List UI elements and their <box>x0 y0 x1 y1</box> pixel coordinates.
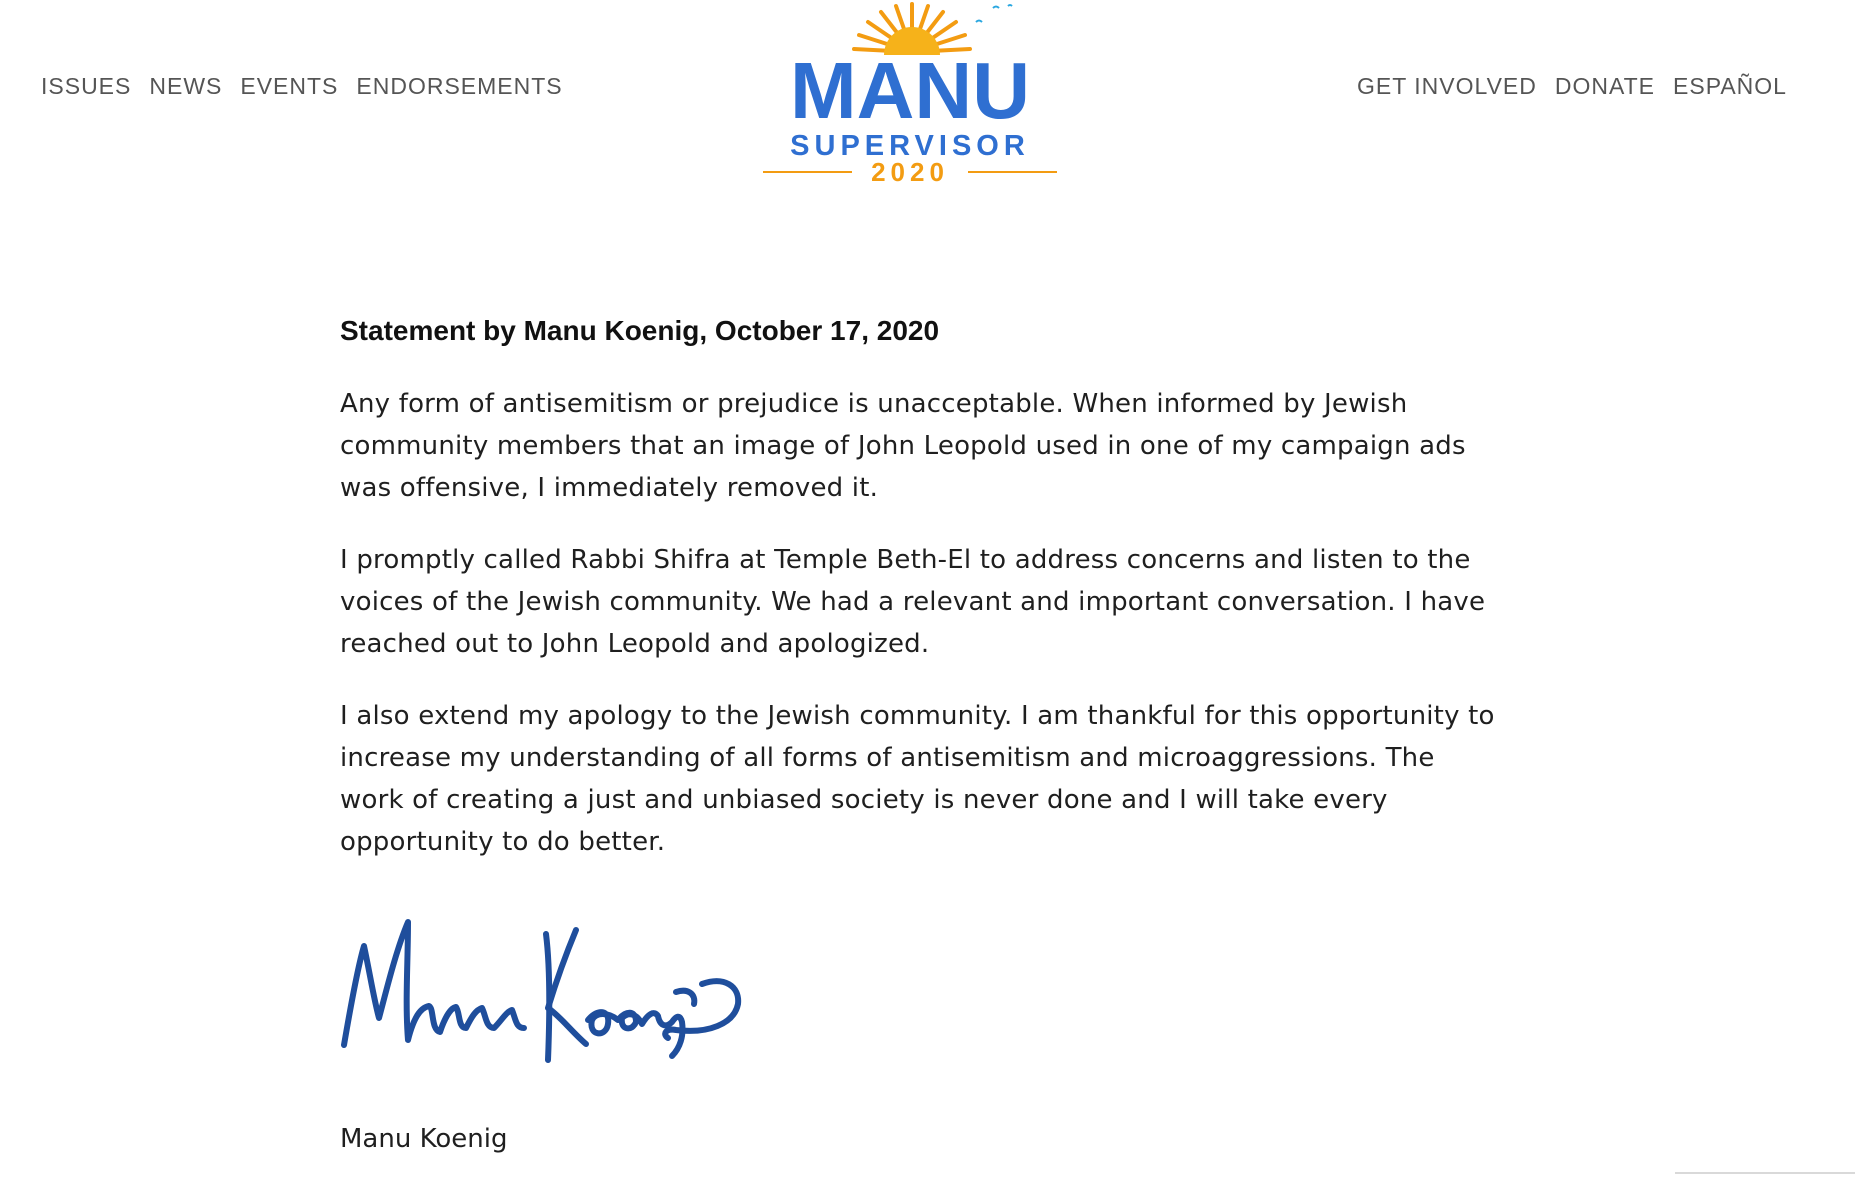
signer-name: Manu Koenig <box>340 1124 508 1154</box>
nav-link-donate[interactable]: DONATE <box>1554 73 1656 99</box>
signature-image <box>336 912 756 1082</box>
statement-paragraph-3: I also extend my apology to the Jewish community. I am thankful for this opportunity to increase my understanding of all forms of antisemitism and microaggressions. The work of creating a just and unbiased society is never done and I will take every opportunity to do better. <box>340 701 1495 857</box>
nav-item-espanol <box>1673 73 1787 100</box>
corner-divider <box>1675 1172 1855 1174</box>
campaign-logo-graphic <box>760 0 1060 190</box>
campaign-logo[interactable] <box>760 0 1060 190</box>
nav-right <box>1357 73 1787 100</box>
nav-link-endorsements[interactable]: ENDORSEMENTS <box>356 73 563 99</box>
statement-paragraph-2: I promptly called Rabbi Shifra at Temple Beth-El to address concerns and listen to the voices of the Jewish community. We had a relevant and important conversation. I have reached out to John Leopold and apologized. <box>340 545 1486 659</box>
nav-link-news[interactable]: NEWS <box>149 73 223 99</box>
logo-office: SUPERVISOR <box>790 130 1030 162</box>
nav-item-news <box>149 73 222 100</box>
nav-link-issues[interactable]: ISSUES <box>41 73 132 99</box>
site-header <box>0 0 1855 200</box>
nav-link-get-involved[interactable]: GET INVOLVED <box>1357 73 1537 99</box>
nav-link-events[interactable]: EVENTS <box>240 73 339 99</box>
statement-paragraph-1: Any form of antisemitism or prejudice is unacceptable. When informed by Jewish community members that an image of John Leopold used in one of my campaign ads was offensive, I immediately removed it. <box>340 389 1466 503</box>
nav-item-issues <box>41 73 131 100</box>
nav-item-get-involved <box>1357 73 1537 100</box>
bird-icons <box>976 5 1012 22</box>
logo-year: 2020 <box>871 157 949 187</box>
signature-graphic <box>336 912 756 1082</box>
nav-item-events <box>240 73 338 100</box>
statement-content <box>340 315 1500 893</box>
statement-title: Statement by Manu Koenig, October 17, 2020 <box>340 315 940 346</box>
logo-name: MANU <box>790 46 1030 135</box>
nav-left <box>41 73 563 100</box>
nav-link-espanol[interactable]: ESPAÑOL <box>1673 73 1787 99</box>
nav-item-endorsements <box>356 73 562 100</box>
nav-item-donate <box>1555 73 1655 100</box>
